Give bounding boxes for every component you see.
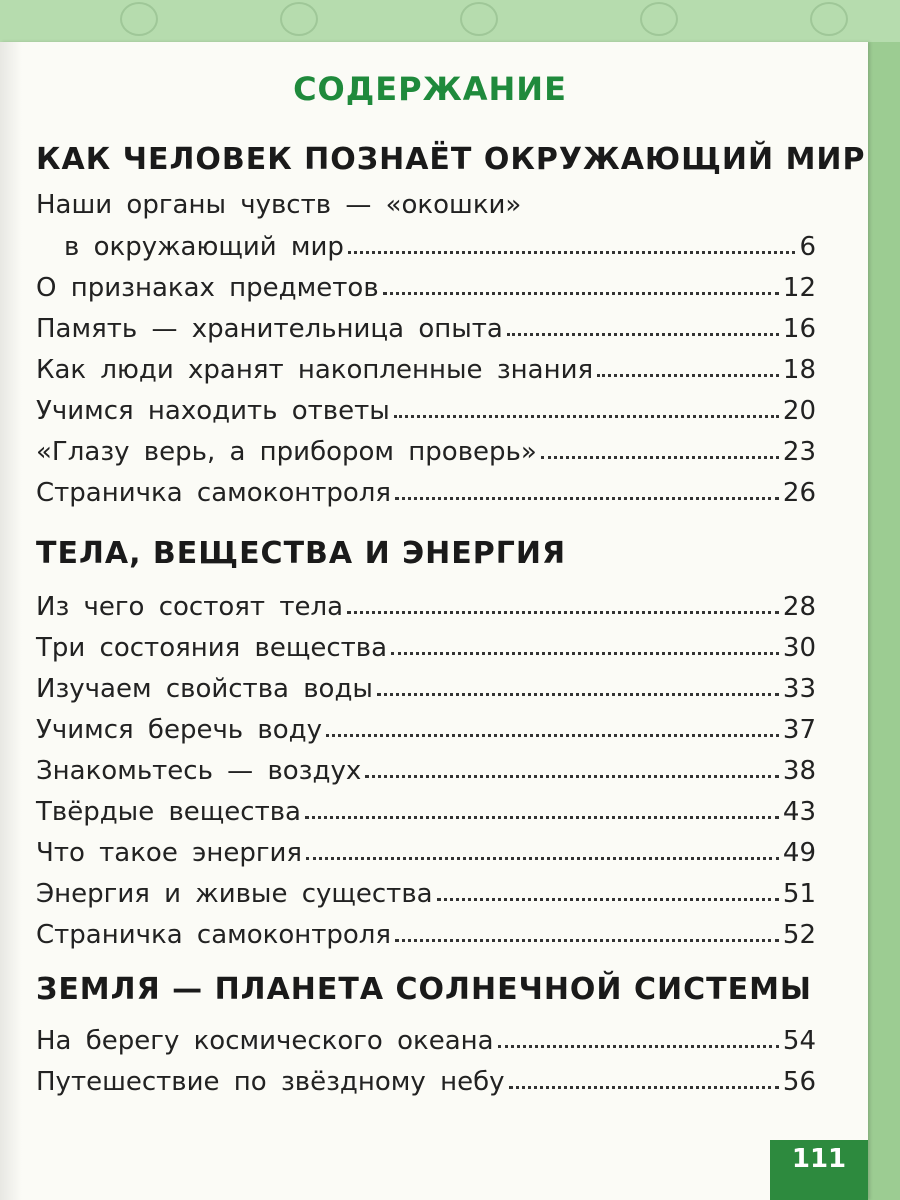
dot-leader [437,898,779,901]
toc-entry-page: 28 [782,592,816,622]
toc-entry-title: Твёрдые вещества [36,797,301,827]
toc-entry[interactable] [36,914,816,950]
toc-entry-page: 23 [782,437,816,467]
page-edge-decoration [868,42,900,1200]
dot-leader [365,775,779,778]
doodle-icon [640,2,678,36]
dot-leader [395,939,779,942]
toc-entry[interactable] [36,668,816,704]
toc-entry[interactable] [36,709,816,745]
dot-leader [541,456,779,459]
page-gutter-shadow [0,42,22,1200]
toc-entry-page: 18 [782,355,816,385]
dot-leader [498,1045,779,1048]
section-title: КАК ЧЕЛОВЕК ПОЗНАЁТ ОКРУЖАЮЩИЙ МИР [36,142,866,177]
toc-item-first-line: Наши органы чувств — «окошки» [36,190,522,220]
toc-entry-title: О признаках предметов [36,273,379,303]
toc-entry[interactable] [36,791,816,827]
dot-leader [326,734,779,737]
toc-entry[interactable] [36,472,816,508]
dot-leader [395,497,779,500]
doodle-icon [280,2,318,36]
section-title: ЗЕМЛЯ — ПЛАНЕТА СОЛНЕЧНОЙ СИСТЕМЫ [36,972,813,1007]
toc-entry[interactable] [36,832,816,868]
toc-entry-page: 30 [782,633,816,663]
toc-entry[interactable] [64,226,816,262]
toc-entry-title: Путешествие по звёздному небу [36,1067,505,1097]
toc-entry-page: 49 [782,838,816,868]
toc-entry-title: Что такое энергия [36,838,303,868]
toc-entry-title: Учимся находить ответы [36,396,390,426]
decorative-top-strip [0,0,900,42]
toc-entry-page: 16 [782,314,816,344]
toc-entry-title: Знакомьтесь — воздух [36,756,362,786]
toc-entry[interactable] [36,750,816,786]
toc-entry-title: Страничка самоконтроля [36,920,392,950]
toc-entry-page: 20 [782,396,816,426]
page-number: 111 [791,1144,847,1174]
toc-entry-page: 6 [799,232,816,262]
toc-entry-title: Изучаем свойства воды [36,674,373,704]
dot-leader [509,1086,779,1089]
toc-entry[interactable] [36,1061,816,1097]
toc-entry-title: Как люди хранят накопленные знания [36,355,594,385]
toc-entry[interactable] [36,586,816,622]
doodle-icon [460,2,498,36]
toc-entry-page: 56 [782,1067,816,1097]
toc-entry-page: 43 [782,797,816,827]
toc-entry[interactable] [36,627,816,663]
toc-entry-title: Из чего состоят тела [36,592,344,622]
toc-entry-title: в окружающий мир [64,232,344,262]
toc-entry-title: На берегу космического океана [36,1026,494,1056]
toc-entry-title: Три состояния вещества [36,633,388,663]
dot-leader [348,251,796,254]
toc-entry-title: Энергия и живые существа [36,879,433,909]
toc-entry-page: 38 [782,756,816,786]
toc-entry[interactable] [36,390,816,426]
dot-leader [306,857,779,860]
doodle-icon [810,2,848,36]
section-title: ТЕЛА, ВЕЩЕСТВА И ЭНЕРГИЯ [36,536,567,571]
toc-entry-title: Память — хранительница опыта [36,314,503,344]
toc-entry-page: 51 [782,879,816,909]
toc-entry[interactable] [36,308,816,344]
dot-leader [377,693,779,696]
dot-leader [394,415,779,418]
toc-entry[interactable] [36,1020,816,1056]
dot-leader [597,374,779,377]
dot-leader [507,333,779,336]
toc-entry-page: 52 [782,920,816,950]
toc-entry-page: 26 [782,478,816,508]
toc-entry-title: Страничка самоконтроля [36,478,392,508]
toc-entry-title: «Глазу верь, а прибором проверь» [36,437,537,467]
toc-entry[interactable] [36,267,816,303]
dot-leader [391,652,779,655]
dot-leader [347,611,779,614]
page-title: СОДЕРЖАНИЕ [293,70,567,108]
dot-leader [383,292,779,295]
toc-entry-page: 37 [782,715,816,745]
toc-entry-page: 33 [782,674,816,704]
toc-entry[interactable] [36,349,816,385]
toc-entry-title: Учимся беречь воду [36,715,322,745]
toc-entry[interactable] [36,873,816,909]
toc-entry-page: 12 [782,273,816,303]
toc-entry-page: 54 [782,1026,816,1056]
doodle-icon [120,2,158,36]
toc-entry[interactable] [36,431,816,467]
dot-leader [305,816,779,819]
